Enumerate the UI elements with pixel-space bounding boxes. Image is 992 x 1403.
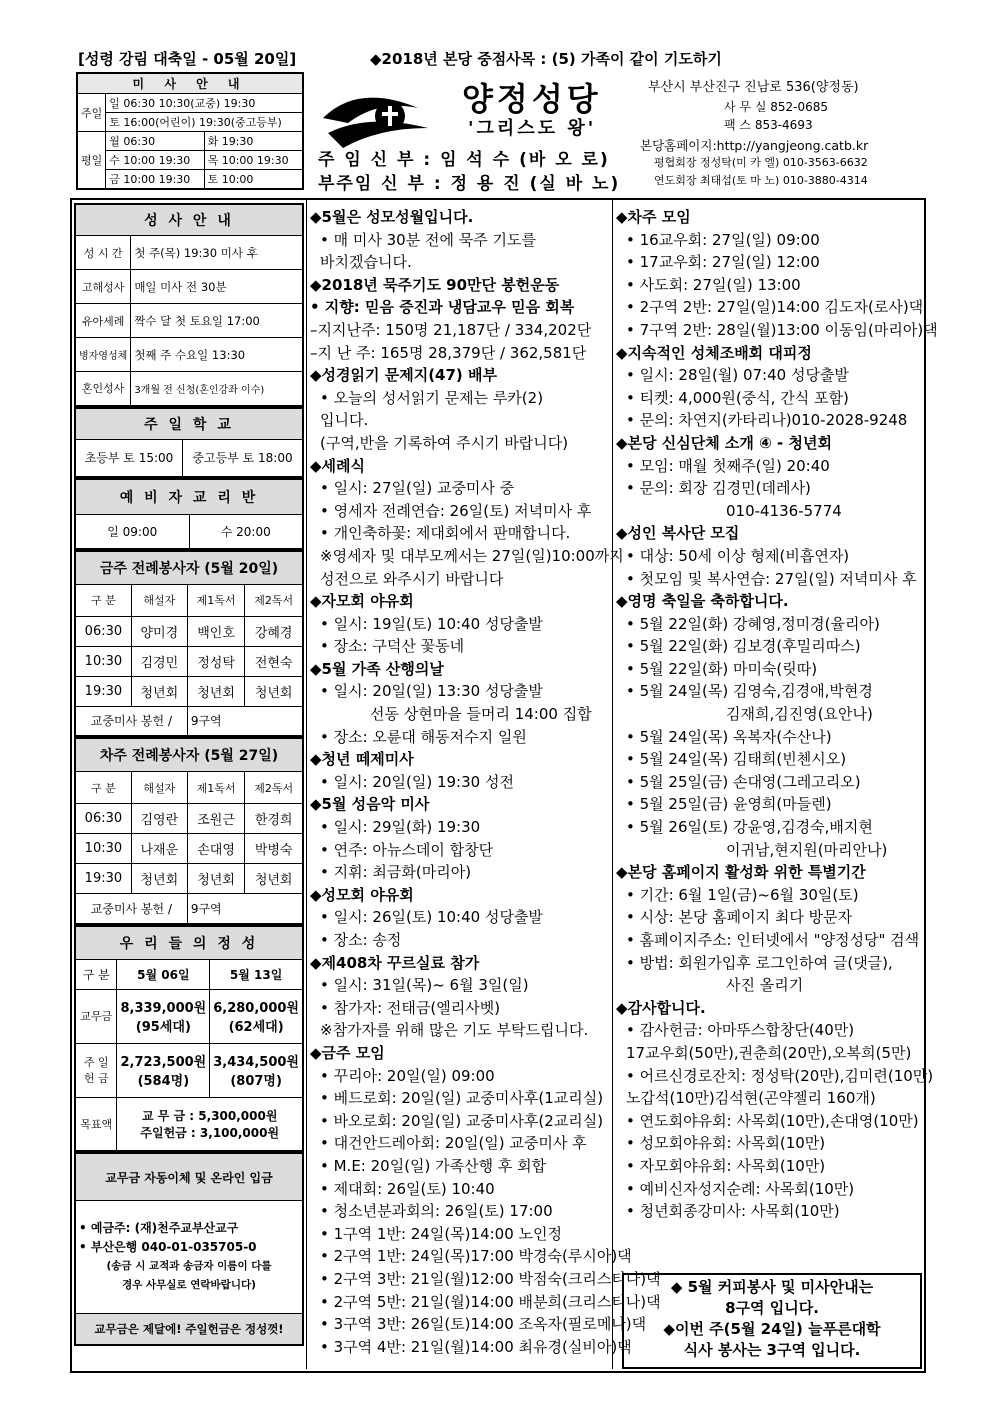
- announcement-line: • 장소: 구덕산 꽃동네: [320, 637, 465, 656]
- sacrament-value: 첫 주(목) 19:30 미사 후: [131, 236, 303, 270]
- announcement-line: • 모임: 매월 첫째주(일) 20:40: [626, 456, 830, 475]
- servers-header: 제1독서: [187, 584, 245, 616]
- office-phone: 사 무 실 852-0685: [724, 100, 828, 114]
- bank-transfer-table: [74, 1152, 304, 1346]
- announcement-line: –지 난 주: 165명 28,379단 / 362,581단: [310, 343, 587, 362]
- sacrament-label: 성 시 간: [75, 236, 131, 270]
- announcement-line: • 장소: 오륜대 해동저수지 일원: [320, 727, 527, 746]
- announcement-line: 입니다.: [320, 411, 369, 430]
- section-heading: ◆성모회 야유회: [310, 885, 414, 904]
- announcement-line: • 5월 22일(화) 김보경(후밀리따스): [626, 637, 861, 656]
- sacrament-label: 병자영성체: [75, 338, 131, 372]
- offering-amount: 8,339,000원: [120, 1001, 207, 1016]
- address: 부산시 부산진구 진남로 536(양정동): [648, 80, 859, 95]
- section-heading: ◆영명 축일을 축하합니다.: [616, 592, 789, 611]
- announcement-line: • 3구역 3반: 26일(토)14:00 조옥자(필로메나)댁: [320, 1315, 647, 1334]
- announcement-line: • 대상: 50세 이상 형제(비흡연자): [626, 546, 850, 565]
- notice-line: ◆ 5월 커피봉사 및 미사안내는: [670, 1278, 874, 1296]
- notice-box: [622, 1273, 922, 1369]
- announcement-line: • 베드로회: 20일(일) 교중미사후(1교리실): [320, 1089, 604, 1108]
- goal-value: 교 무 금 : 5,300,000원: [142, 1108, 278, 1123]
- servers-cell: 청년회: [131, 864, 187, 894]
- servers-cell: 청년회: [245, 864, 303, 894]
- announcement-line: • 일시: 20일(일) 19:30 성전: [320, 772, 514, 791]
- announcement-line: • 기간: 6월 1일(금)~6월 30일(토): [626, 885, 859, 904]
- offering-table: [74, 925, 304, 1153]
- announcement-line: ※참가자를 위해 많은 기도 부탁드립니다.: [320, 1021, 589, 1040]
- servers-time: 10:30: [75, 646, 131, 676]
- announcement-line: • 연도회야유회: 사목회(10만),손대영(10만): [626, 1111, 919, 1130]
- servers-cell: 청년회: [187, 676, 245, 706]
- notice-line: 식사 봉사는 3구역 입니다.: [683, 1341, 861, 1359]
- fax-number: 팩 스 853-4693: [724, 118, 813, 132]
- offering-row-label: 주 일: [83, 1056, 109, 1069]
- announcement-line: • 5월 26일(토) 강윤영,김경숙,배지현: [626, 818, 873, 837]
- section-heading: ◆지속적인 성체조배회 대피정: [616, 343, 812, 362]
- announcement-line: • 7구역 2반: 28일(월)13:00 이동임(마리아)댁: [626, 320, 938, 339]
- servers-this-week-table: [74, 550, 304, 738]
- servers-header: 해설자: [131, 772, 187, 804]
- announcement-line: • 연주: 아뉴스데이 합창단: [320, 840, 494, 859]
- section-heading: ◆감사합니다.: [616, 998, 706, 1017]
- sacrament-value: 첫째 주 수요일 13:30: [131, 338, 303, 372]
- sacrament-value: 3개월 전 신청(혼인강좌 이수): [131, 372, 303, 406]
- announcement-line: • 청소년분과회의: 26일(토) 17:00: [320, 1202, 553, 1221]
- bank-title: 교무금 자동이체 및 온라인 입금: [75, 1153, 303, 1201]
- section-heading: ◆5월 성음악 미사: [310, 795, 430, 814]
- servers-cell: 박병숙: [245, 834, 303, 864]
- announcement-line: • 문의: 차연지(카타리나)010-2028-9248: [626, 411, 908, 430]
- offering-row-label: 헌 금: [83, 1072, 109, 1085]
- announcement-line: • 개인축하꽃: 제대회에서 판매합니다.: [320, 524, 571, 543]
- church-subtitle: '그리스도 왕': [468, 118, 597, 139]
- section-heading: ◆성경읽기 문제지(47) 배부: [310, 366, 497, 385]
- announcement-line: 이귀남,현지원(마리안나): [726, 840, 888, 859]
- servers-header: 제2독서: [245, 584, 303, 616]
- catechumen-cell: 수 20:00: [189, 515, 303, 549]
- offering-district: 9구역: [187, 706, 303, 736]
- servers-cell: 양미경: [131, 616, 187, 646]
- announcement-line: 010-4136-5774: [726, 501, 842, 520]
- servers-cell: 백인호: [187, 616, 245, 646]
- servers-cell: 조원근: [187, 804, 245, 834]
- section-heading: ◆세례식: [310, 456, 366, 475]
- weekday-cell: 토 10:00: [204, 170, 303, 190]
- announcement-line: • 매 미사 30분 전에 묵주 기도를: [320, 230, 536, 249]
- announcement-line: • 문의: 회장 김경민(데레사): [626, 479, 811, 498]
- announcement-line: • 일시: 27일(일) 교중미사 중: [320, 479, 515, 498]
- announcement-line: • 어르신경로잔치: 정성탁(20만),김미련(10만): [626, 1066, 934, 1085]
- offering-label: 교중미사 봉헌 /: [75, 706, 187, 736]
- announcement-line: • 16교우회: 27일(일) 09:00: [626, 230, 820, 249]
- offering-district: 9구역: [187, 894, 303, 924]
- announcement-line: • 시상: 본당 홈페이지 최다 방문자: [626, 908, 853, 927]
- homepage-link[interactable]: 본당홈페이지:http://yangjeong.catb.kr: [640, 138, 869, 153]
- announcement-line: 바치겠습니다.: [320, 253, 412, 272]
- offering-row-label: 교무금: [75, 989, 117, 1043]
- section-heading: ◆금주 모임: [310, 1043, 385, 1062]
- servers-cell: 나재운: [131, 834, 187, 864]
- offering-count: (584명): [137, 1074, 190, 1089]
- servers-time: 19:30: [75, 864, 131, 894]
- section-heading: • 지향: 믿음 증진과 냉담교우 믿음 회복: [310, 298, 575, 317]
- sacrament-label: 고해성사: [75, 270, 131, 304]
- servers-time: 06:30: [75, 616, 131, 646]
- announcement-line: 선동 상현마을 들머리 14:00 집합: [370, 705, 592, 724]
- sacrament-value: 짝수 달 첫 토요일 17:00: [131, 304, 303, 338]
- announcement-line: • 방법: 회원가입후 로그인하여 글(댓글),: [626, 953, 893, 972]
- announcement-line: • 2구역 5반: 21일(월)14:00 배분희(크리스티나)댁: [320, 1292, 661, 1311]
- sunday-row: 일 06:30 10:30(교중) 19:30: [106, 94, 303, 113]
- section-heading: ◆5월 가족 산행의날: [310, 659, 444, 678]
- offering-amount: 2,723,500원: [120, 1055, 207, 1070]
- weekday-label: 평일: [77, 132, 106, 190]
- announcement-line: • 바오로회: 20일(일) 교중미사후(2교리실): [320, 1111, 604, 1130]
- pastor-name: 주 임 신 부 : 임 석 수 (바 오 로): [318, 150, 610, 170]
- announcement-line: • 꾸리아: 20일(일) 09:00: [320, 1066, 495, 1085]
- notice-line: ◆이번 주(5월 24일) 늘푸른대학: [663, 1320, 881, 1338]
- announcement-line: • 일시: 20일(일) 13:30 성당출발: [320, 682, 543, 701]
- announcement-line: • 2구역 3반: 21일(월)12:00 박점숙(크리스티나)댁: [320, 1269, 661, 1288]
- announcement-line: • 참가자: 전태금(엘리사벳): [320, 998, 501, 1017]
- sunday-label: 주일: [77, 94, 106, 132]
- announcement-line: • 지휘: 최금화(마리아): [320, 863, 472, 882]
- sacrament-title: 성 사 안 내: [75, 204, 303, 236]
- notice-line: 8구역 입니다.: [725, 1299, 819, 1317]
- servers-time: 10:30: [75, 834, 131, 864]
- offering-label: 교중미사 봉헌 /: [75, 894, 187, 924]
- bank-account: • 부산은행 040-01-035705-0: [79, 1240, 257, 1254]
- offering-header: 5월 13일: [210, 959, 303, 989]
- announcement-line: • 자모회야유회: 사목회(10만): [626, 1156, 826, 1175]
- weekday-cell: 금 10:00 19:30: [106, 170, 204, 190]
- servers-header: 제1독서: [187, 772, 245, 804]
- announcement-line: ※영세자 및 대부모께서는 27일(일)10:00까지: [320, 546, 624, 565]
- announcement-line: • 티켓: 4,000원(중식, 간식 포함): [626, 388, 849, 407]
- section-heading: ◆5월은 성모성월입니다.: [310, 208, 474, 226]
- sunday-school-cell: 초등부 토 15:00: [75, 439, 183, 477]
- weekday-cell: 화 19:30: [204, 132, 303, 151]
- announcement-line: –지지난주: 150명 21,187단 / 334,202단: [310, 320, 592, 339]
- section-heading: ◆자모회 야유회: [310, 592, 414, 611]
- announcement-line: • 2구역 1반: 24일(목)17:00 박경숙(루시아)댁: [320, 1247, 632, 1266]
- announcement-line: • 5월 24일(목) 김영숙,김경애,박현경: [626, 682, 873, 701]
- servers-cell: 청년회: [187, 864, 245, 894]
- sunday-school-title: 주 일 학 교: [75, 408, 303, 440]
- sacrament-value: 매일 미사 전 30분: [131, 270, 303, 304]
- announcement-line: 17교우회(50만),권춘희(20만),오복희(5만): [626, 1043, 912, 1062]
- announcement-line: • 5월 24일(목) 옥복자(수산나): [626, 727, 832, 746]
- announcement-line: • 17교우회: 27일(일) 12:00: [626, 253, 820, 272]
- announcement-line: • 성모회야유회: 사목회(10만): [626, 1134, 826, 1153]
- servers-header: 제2독서: [245, 772, 303, 804]
- servers-cell: 김경민: [131, 646, 187, 676]
- servers-cell: 김영란: [131, 804, 187, 834]
- servers-cell: 강혜경: [245, 616, 303, 646]
- section-heading: ◆본당 홈페이지 활성화 위한 특별기간: [616, 863, 866, 882]
- announcement-line: • 5월 24일(목) 김태희(빈첸시오): [626, 750, 847, 769]
- offering-slogan: 교무금은 제달에! 주일헌금은 정성껏!: [75, 1314, 303, 1346]
- announcement-line: 사진 올리기: [726, 976, 804, 995]
- announcement-line: (구역,반을 기록하여 주시기 바랍니다): [320, 433, 569, 452]
- top-banner: [78, 48, 928, 70]
- sunday-school-table: [74, 407, 304, 479]
- left-column: [74, 203, 304, 1346]
- column-divider: [306, 198, 307, 1369]
- servers-cell: 손대영: [187, 834, 245, 864]
- announcement-line: 노갑석(10만)김석현(곤약젤리 160개): [626, 1089, 876, 1108]
- sacrament-label: 유아세례: [75, 304, 131, 338]
- announcement-line: • 장소: 송정: [320, 931, 402, 949]
- announcement-line: • 5월 25일(금) 윤영희(마들렌): [626, 795, 832, 814]
- bank-note: 경우 사무실로 연락바랍니다): [122, 1279, 256, 1291]
- servers-header: 구 분: [75, 772, 131, 804]
- section-heading: ◆2018년 묵주기도 90만단 봉헌운동: [310, 275, 560, 294]
- section-heading: ◆제408차 꾸르실료 참가: [310, 953, 480, 972]
- sunday-school-cell: 중고등부 토 18:00: [183, 439, 303, 477]
- council-contact: 평협회장 정성탁(미 카 엘) 010-3563-6632: [654, 156, 868, 169]
- servers-time: 06:30: [75, 804, 131, 834]
- announcement-line: • 오늘의 성서읽기 문제는 루카(2): [320, 388, 544, 407]
- announcement-line: • 대건안드레아회: 20일(일) 교중미사 후: [320, 1134, 587, 1153]
- section-heading: ◆청년 떼제미사: [310, 750, 414, 769]
- servers-header: 해설자: [131, 584, 187, 616]
- servers-cell: 청년회: [131, 676, 187, 706]
- offering-amount: 6,280,000원: [213, 1001, 299, 1016]
- announcement-line: • 제대회: 26일(토) 10:40: [320, 1179, 495, 1198]
- announcement-line: • 5월 22일(화) 마미숙(릿따): [626, 659, 818, 678]
- offering-count: (62세대): [228, 1020, 284, 1035]
- catechumen-table: [74, 478, 304, 550]
- servers-time: 19:30: [75, 676, 131, 706]
- goal-value: 주일헌금 : 3,100,000원: [140, 1125, 280, 1140]
- weekday-cell: 월 06:30: [106, 132, 204, 151]
- offering-header: 5월 06일: [117, 959, 210, 989]
- offering-amount: 3,434,500원: [213, 1055, 299, 1070]
- section-heading: ◆차주 모임: [616, 208, 691, 226]
- announcement-line: • 3구역 4반: 21일(월)14:00 최유경(실비아)댁: [320, 1337, 632, 1356]
- mass-title: 미 사 안 내: [77, 73, 303, 94]
- announcement-line: • 영세자 전례연습: 26일(토) 저녁미사 후: [320, 501, 592, 520]
- bank-note: (송금 시 교적과 송금자 이름이 다를: [106, 1260, 272, 1272]
- announcement-line: • 청년회종강미사: 사목회(10만): [626, 1202, 840, 1221]
- pastoral-theme: ◆2018년 본당 중점사목 : (5) 가족이 같이 기도하기: [370, 50, 722, 68]
- section-heading: ◆성인 복사단 모집: [616, 524, 740, 543]
- sacrament-label: 혼인성사: [75, 372, 131, 406]
- announcement-line: • 2구역 2반: 27일(일)14:00 김도자(로사)댁: [626, 298, 924, 317]
- legion-contact: 연도회장 최태섭(토 마 노) 010-3880-4314: [654, 174, 868, 187]
- announcement-line: • 일시: 29일(화) 19:30: [320, 818, 481, 837]
- column-divider: [612, 198, 613, 1369]
- catechumen-cell: 일 09:00: [75, 515, 189, 549]
- announcement-line: 김재희,김진영(요안나): [726, 705, 873, 724]
- announcements-column-2: [616, 206, 938, 1223]
- saturday-row: 토 16:00(어린이) 19:30(중고등부): [106, 113, 303, 132]
- offering-title: 우 리 들 의 정 성: [75, 926, 303, 960]
- servers-next-week-table: [74, 737, 304, 925]
- announcement-line: • 감사헌금: 아마뚜스합창단(40만): [626, 1021, 855, 1040]
- servers-next-title: 차주 전례봉사자 (5월 27일): [75, 738, 303, 772]
- bank-holder: • 예금주: (재)천주교부산교구: [79, 1221, 239, 1235]
- servers-cell: 한경희: [245, 804, 303, 834]
- weekday-cell: 수 10:00 19:30: [106, 151, 204, 170]
- announcement-line: • 5월 22일(화) 강혜영,정미경(율리아): [626, 614, 880, 633]
- catechumen-title: 예 비 자 교 리 반: [75, 479, 303, 515]
- announcement-line: • 일시: 31일(목)~ 6월 3일(일): [320, 976, 529, 995]
- offering-count: (95세대): [135, 1020, 191, 1035]
- announcement-line: • 첫모임 및 복사연습: 27일(일) 저녁미사 후: [626, 569, 917, 588]
- weekday-cell: 목 10:00 19:30: [204, 151, 303, 170]
- section-heading: ◆본당 신심단체 소개 ④ - 청년회: [616, 433, 832, 452]
- announcement-line: • 1구역 1반: 24일(목)14:00 노인정: [320, 1224, 562, 1243]
- sacrament-table: [74, 203, 304, 407]
- goal-label: 목표액: [75, 1097, 117, 1151]
- servers-header: 구 분: [75, 584, 131, 616]
- offering-header: 구 분: [75, 959, 117, 989]
- announcement-line: • M.E: 20일(일) 가족산행 후 회합: [320, 1156, 547, 1175]
- servers-this-title: 금주 전례봉사자 (5월 20일): [75, 551, 303, 585]
- announcement-line: • 일시: 26일(토) 10:40 성당출발: [320, 908, 543, 927]
- announcement-line: • 사도회: 27일(일) 13:00: [626, 275, 801, 294]
- announcement-line: • 예비신자성지순례: 사목회(10만): [626, 1179, 855, 1198]
- liturgical-date: [성령 강림 대축일 - 05월 20일]: [78, 50, 297, 68]
- assistant-pastor-name: 부주임 신 부 : 정 용 진 (실 바 노): [318, 174, 621, 194]
- announcement-line: • 일시: 19일(토) 10:40 성당출발: [320, 614, 543, 633]
- announcement-line: • 일시: 28일(월) 07:40 성당출발: [626, 366, 849, 385]
- announcement-line: • 5월 25일(금) 손대영(그레고리오): [626, 772, 861, 791]
- announcement-line: 성전으로 와주시기 바랍니다: [320, 569, 504, 588]
- servers-cell: 전현숙: [245, 646, 303, 676]
- offering-count: (807명): [230, 1074, 282, 1089]
- announcement-line: • 홈페이지주소: 인터넷에서 "양정성당" 검색: [626, 931, 920, 949]
- mass-schedule-table: [76, 72, 304, 190]
- servers-cell: 청년회: [245, 676, 303, 706]
- church-name: 양정성당: [462, 80, 602, 118]
- servers-cell: 정성탁: [187, 646, 245, 676]
